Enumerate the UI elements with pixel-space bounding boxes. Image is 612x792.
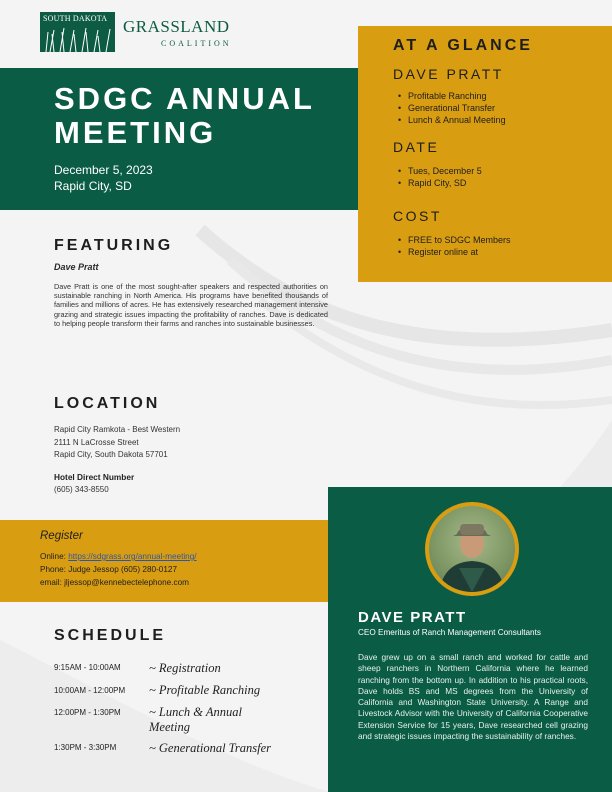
at-a-glance-panel [358, 26, 612, 282]
featuring-description: Dave Pratt is one of the most sought-after speakers and respected authorities on sustainable ranching in North America. His programs have benefited thousands of families and millions of acres. He has extensively researched management intensive grazing and strategic issues impacting the profitability of ranches. Dave is dedicated to helping people transform their farms and ranches into sustainable businesses. [54, 282, 328, 328]
schedule-heading: SCHEDULE [54, 627, 167, 644]
logo-name: GRASSLAND [123, 17, 230, 36]
schedule-item: ~ Generational Transfer [149, 741, 272, 755]
list-item: • Lunch & Annual Meeting [408, 114, 506, 126]
event-place: Rapid City, SD [54, 179, 132, 193]
hotel-direct-label: Hotel Direct Number [54, 472, 135, 482]
schedule-item: ~ Registration [149, 661, 221, 675]
featuring-heading: FEATURING [54, 237, 174, 254]
glance-list-speaker [408, 90, 506, 126]
glance-list-date [408, 165, 482, 189]
glance-heading-date: DATE [393, 139, 440, 155]
register-online-link[interactable]: https://sdgrass.org/annual-meeting/ [68, 552, 197, 561]
speaker-name: DAVE PRATT [358, 609, 467, 626]
event-date: December 5, 2023 [54, 163, 153, 177]
speaker-bio: Dave grew up on a small ranch and worked for cattle and sheep ranchers in Northern California where he learned ranching from the bottom up. In addition to his practical roots, Dave holds BS and MS degrees from the University of California and Washington State University. A Range and Livestock Advisor with the University of California Cooperative Extension Service for 15 years, Dave researched cell grazing and strategic issues impacting the sustainability of ranches. [358, 652, 588, 742]
hotel-direct-phone: (605) 343-8550 [54, 485, 109, 494]
address-line: Rapid City Ramkota - Best Western [54, 425, 181, 434]
list-item: • Rapid City, SD [408, 177, 482, 189]
logo-subtitle: COALITION [161, 39, 232, 48]
speaker-photo-frame [425, 502, 519, 596]
logo-mark-text: SOUTH DAKOTA [43, 14, 108, 23]
register-title: Register [40, 530, 83, 542]
page-title: SDGC ANNUAL MEETING [54, 81, 315, 150]
schedule-time: 10:00AM - 12:00PM [54, 686, 126, 695]
glance-title: AT A GLANCE [393, 37, 533, 54]
register-phone: Phone: Judge Jessop (605) 280-0127 [40, 565, 178, 574]
schedule-item: ~ Profitable Ranching [149, 683, 261, 697]
register-email: email: jljessop@kennebectelephone.com [40, 578, 189, 587]
schedule-time: 9:15AM - 10:00AM [54, 663, 121, 672]
schedule-time: 1:30PM - 3:30PM [54, 743, 117, 752]
schedule-item: ~ Lunch & Annual Meeting [149, 705, 242, 734]
speaker-silhouette-icon [429, 506, 515, 592]
speaker-panel [328, 487, 612, 792]
location-heading: LOCATION [54, 395, 161, 412]
list-item: • Generational Transfer [408, 102, 506, 114]
glance-heading-cost: COST [393, 208, 442, 224]
glance-list-cost [408, 234, 511, 258]
speaker-role: CEO Emeritus of Ranch Management Consultants [358, 628, 541, 637]
glance-heading-speaker: DAVE PRATT [393, 66, 504, 82]
list-item: • Register online at [408, 246, 511, 258]
list-item: • FREE to SDGC Members [408, 234, 511, 246]
list-item: • Profitable Ranching [408, 90, 506, 102]
address-line: Rapid City, South Dakota 57701 [54, 450, 168, 459]
register-online-label: Online: [40, 552, 69, 561]
list-item: • Tues, December 5 [408, 165, 482, 177]
speaker-photo [429, 506, 515, 592]
address-line: 2111 N LaCrosse Street [54, 437, 139, 447]
featured-speaker-name: Dave Pratt [54, 262, 99, 272]
schedule-time: 12:00PM - 1:30PM [54, 708, 121, 717]
